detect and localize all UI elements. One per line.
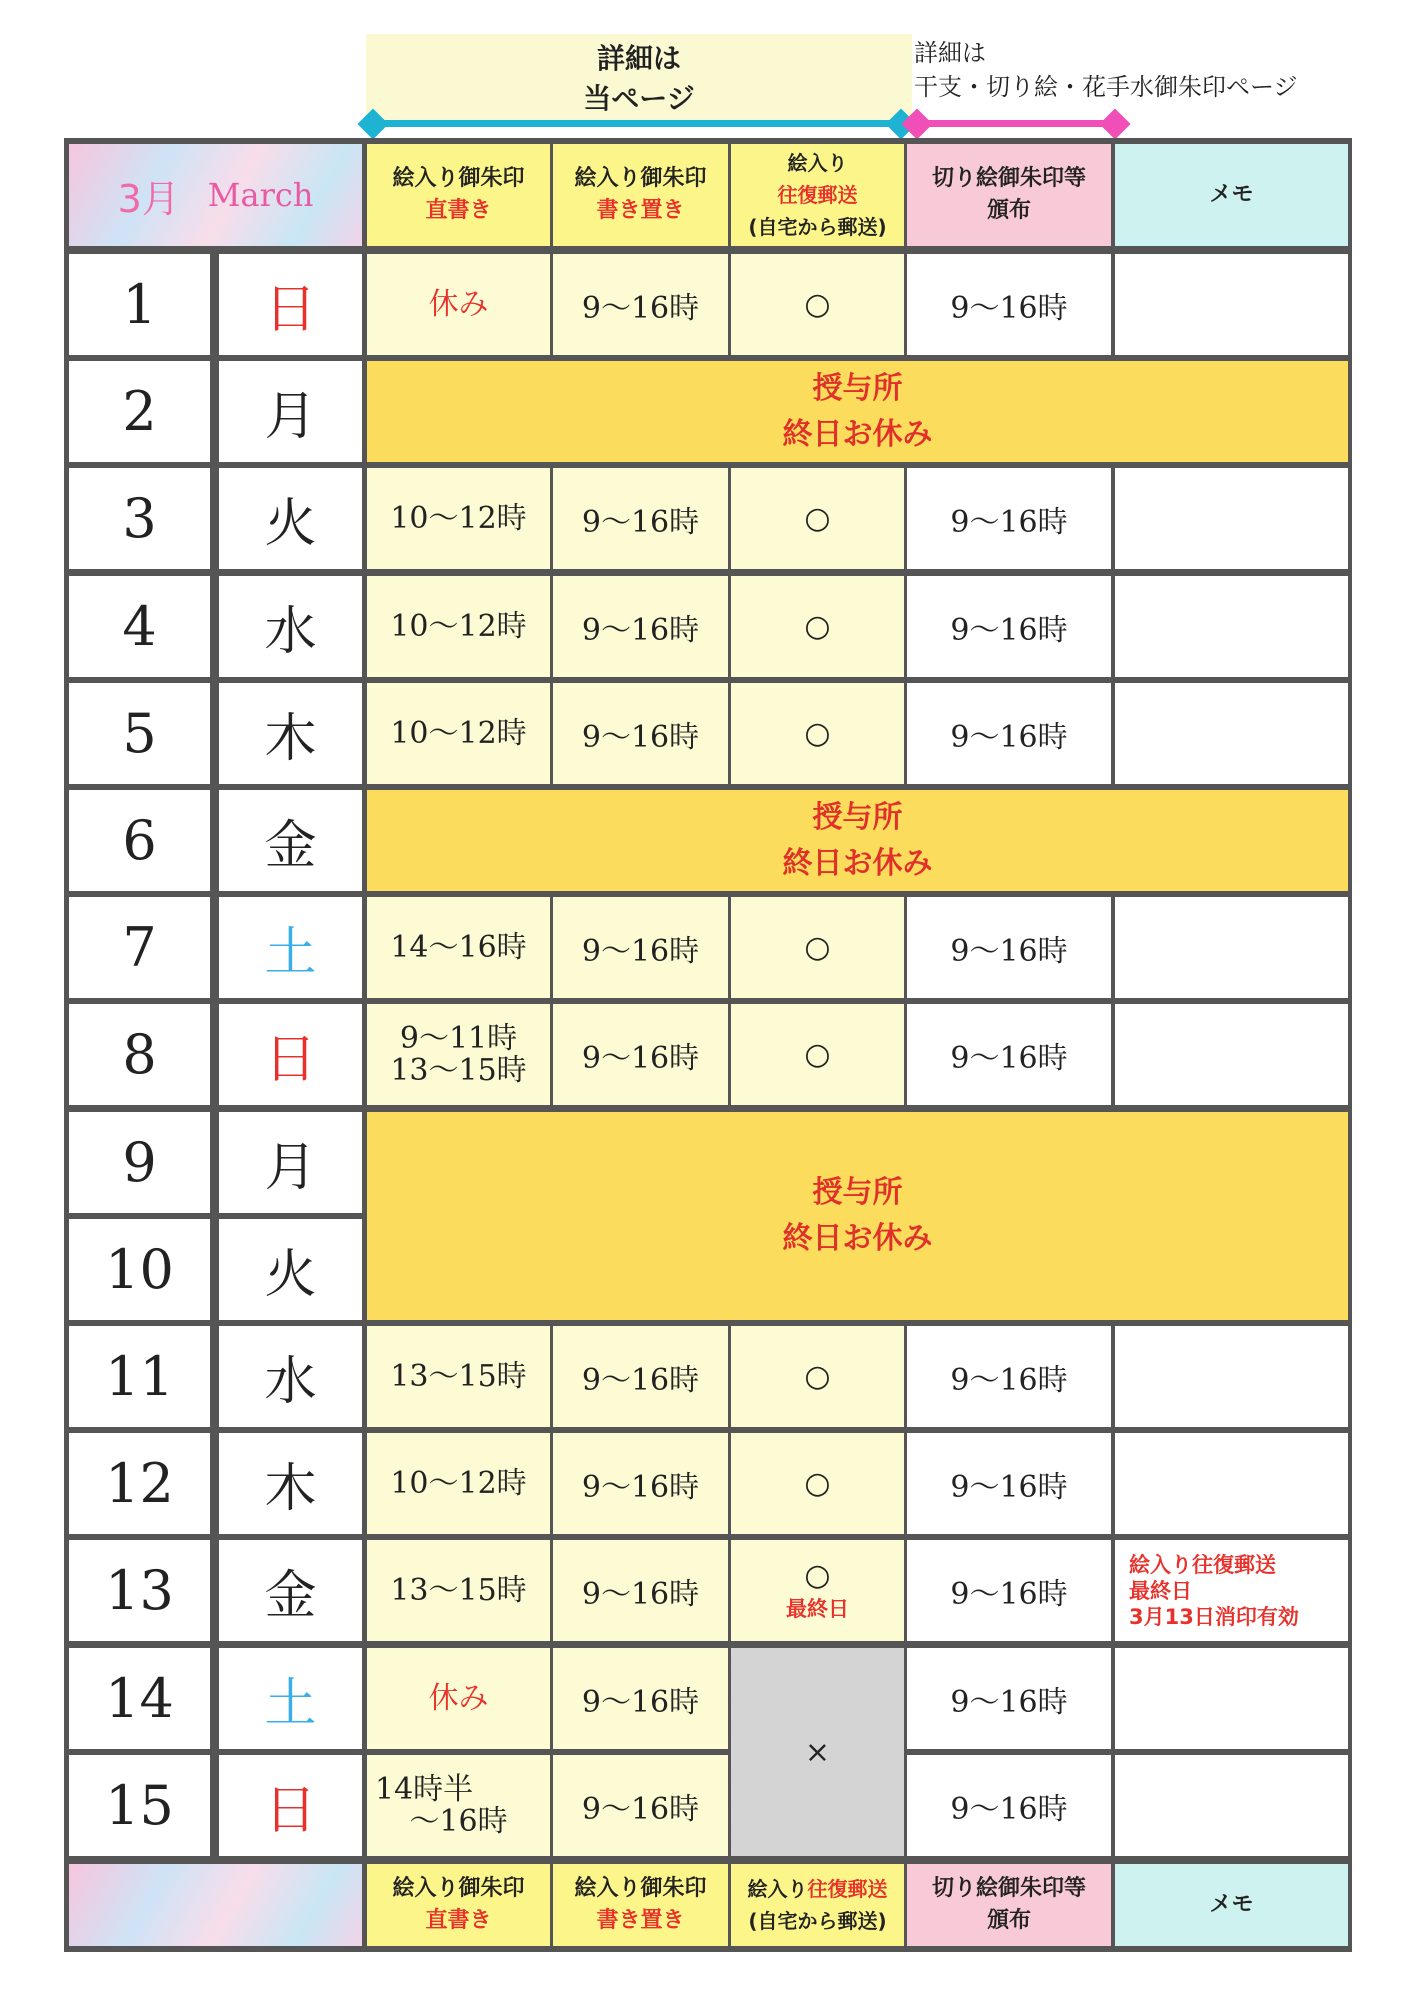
month-banner [69,144,362,246]
kirie-hours [907,1004,1111,1105]
closed-text: 授与所 [812,1175,903,1210]
this-page-range-bar [372,120,902,127]
memo [1115,254,1348,355]
weekday [219,1112,362,1213]
dashed-divider [1112,1648,1115,1749]
dashed-divider [904,1433,907,1534]
mark-text: ○ [804,501,831,536]
weekday [219,897,362,998]
dashed-divider [1112,683,1115,784]
note-line-2: 当ページ [583,82,695,115]
dashed-divider [1112,897,1115,998]
dashed-divider [728,144,731,246]
day-number [69,683,210,784]
weekday [219,1219,362,1320]
day-number [69,254,210,355]
day-number-text: 2 [122,380,157,443]
dashed-divider [1112,468,1115,569]
dashed-divider [1112,1326,1115,1427]
kirie-hours [907,1755,1111,1856]
weekday-text: 日 [264,280,317,340]
header-text: (自宅から郵送) [748,1909,887,1933]
closed-text: 授与所 [812,799,903,835]
hours-text: 9〜16時 [950,504,1068,540]
day-number-text: 8 [122,1023,157,1086]
day-number-text: 11 [105,1345,174,1408]
dashed-divider [550,1540,553,1641]
hours-text: 9〜16時 [950,1469,1068,1505]
header-text: 絵入り御朱印 [392,1876,525,1901]
dashed-divider [550,468,553,569]
hours-text: 9〜16時 [581,290,700,326]
memo-text: 最終日 [1129,1578,1192,1603]
dashed-divider [728,1326,731,1427]
office-closed-banner [367,361,1348,462]
day-number [69,897,210,998]
header-text: 絵入り [747,1877,808,1901]
weekday-text: 火 [264,494,317,554]
mark-text: ○ [804,716,831,751]
direct-writing-hours [367,683,550,784]
written-hours [553,1004,728,1105]
memo [1115,1326,1348,1427]
weekday-text: 木 [264,709,317,769]
hours-text: 10〜12時 [390,715,527,751]
dashed-divider [904,576,907,677]
memo-text: 絵入り往復郵送 [1129,1552,1276,1577]
hours-text: 9〜11時 [399,1020,518,1056]
hours-text: 9〜16時 [581,933,700,969]
hours-text: 9〜16時 [950,612,1068,648]
dashed-divider [550,1326,553,1427]
mark-text: ○ [804,1466,831,1501]
dashed-divider [728,1540,731,1641]
dashed-divider [904,1755,907,1856]
day-number-text: 14 [105,1667,174,1730]
hours-text: 〜16時 [409,1803,508,1839]
memo [1115,1004,1348,1105]
mail-availability [731,897,904,998]
header-text: 切り絵御朱印等 [931,1876,1086,1901]
dashed-divider [1112,1864,1115,1946]
weekday [219,1326,362,1427]
mail-availability [731,1433,904,1534]
dashed-divider [550,576,553,677]
dashed-divider [728,1433,731,1534]
column-header-direct [367,144,550,246]
mark-text: ○ [804,287,831,322]
weekday [219,1004,362,1105]
day-number-text: 4 [122,595,157,658]
column-header-memo [1115,1864,1348,1946]
header-text: 直書き [425,198,492,223]
hours-text: 10〜12時 [390,500,527,536]
weekday [219,468,362,569]
hours-text: 9〜16時 [950,719,1068,755]
range-end-marker [1099,108,1130,139]
mark-text: ○ [804,1037,831,1072]
dashed-divider [728,254,731,355]
mail-availability [731,683,904,784]
day-number [69,1112,210,1213]
weekday [219,1433,362,1534]
mark-text: ○ [804,1558,831,1593]
header-text: 切り絵御朱印等 [931,166,1086,191]
hours-text: 9〜16時 [581,1362,700,1398]
header-text [748,1873,888,1905]
weekday [219,361,362,462]
weekday-text: 土 [264,923,317,983]
kirie-hours [907,1540,1111,1641]
dashed-divider [728,1004,731,1105]
memo [1115,1648,1348,1749]
other-page-range-bar [918,120,1114,127]
day-number [69,468,210,569]
mark-text: ○ [804,930,831,965]
memo-text: 3月13日消印有効 [1129,1604,1299,1629]
day-number-text: 9 [122,1131,157,1194]
weekday-text: 日 [264,1030,317,1090]
month-label: 3月 [117,176,180,221]
hours-text: 9〜16時 [950,1362,1068,1398]
memo [1115,1755,1348,1856]
dashed-divider [550,144,553,246]
written-hours [553,1648,728,1749]
mark-text: ○ [804,1359,831,1394]
dashed-divider [904,683,907,784]
day-number [69,1648,210,1749]
hours-text: 10〜12時 [390,608,527,644]
dashed-divider [904,1004,907,1105]
direct-writing-hours [367,1004,550,1105]
column-header-kirie [907,1864,1111,1946]
hours-text: 休み [428,1680,489,1716]
hours-text: 9〜16時 [581,1791,700,1827]
direct-writing-hours [367,576,550,677]
column-header-memo [1115,144,1348,246]
direct-writing-hours [367,1648,550,1749]
note-line-1: 詳細は [914,39,986,67]
direct-writing-hours [367,468,550,569]
hours-text: 9〜16時 [950,1791,1068,1827]
hours-text: 13〜15時 [390,1572,527,1608]
day-number-text: 1 [122,273,157,336]
header-text: (自宅から郵送) [748,215,887,239]
month-banner [69,1864,362,1946]
hours-text: 9〜16時 [950,933,1068,969]
memo [1115,576,1348,677]
hours-text: 9〜16時 [581,504,700,540]
day-number [69,361,210,462]
weekday-text: 金 [264,816,317,876]
weekday-text: 土 [264,1674,317,1734]
dashed-divider [904,1540,907,1641]
day-number-text: 12 [105,1452,174,1515]
dashed-divider [904,897,907,998]
month-english: March [207,176,314,214]
kirie-hours [907,576,1111,677]
memo [1115,897,1348,998]
weekday-text: 金 [264,1566,317,1626]
direct-writing-hours [367,1326,550,1427]
dashed-divider [1112,1755,1115,1856]
closed-text: 終日お休み [782,1221,933,1256]
direct-writing-hours [367,897,550,998]
header-text: 絵入り御朱印 [574,1876,707,1901]
day-number [69,1755,210,1856]
hours-text: 13〜15時 [390,1358,527,1394]
mail-availability [731,468,904,569]
hours-text: 9〜16時 [950,1040,1068,1076]
written-hours [553,683,728,784]
header-text: 頒布 [986,1908,1031,1933]
kirie-hours [907,1326,1111,1427]
written-hours [553,1433,728,1534]
hours-text: 9〜16時 [581,612,700,648]
closed-text: 終日お休み [782,845,933,881]
mail-availability [731,254,904,355]
day-number [69,1433,210,1534]
dashed-divider [550,683,553,784]
dashed-divider [1112,1004,1115,1105]
weekday-text: 木 [264,1459,317,1519]
closed-text: 授与所 [812,370,903,406]
hours-text: 10〜12時 [390,1465,527,1501]
dashed-divider [904,254,907,355]
hours-text: 9〜16時 [581,1469,700,1505]
dashed-divider [904,1326,907,1427]
dashed-divider [550,1004,553,1105]
header-text: 絵入り御朱印 [574,166,707,191]
kirie-hours [907,468,1111,569]
column-header-direct [367,1864,550,1946]
direct-writing-hours [367,1540,550,1641]
dashed-divider [550,254,553,355]
mail-availability [731,1004,904,1105]
weekday-text: 月 [264,387,317,447]
written-hours [553,468,728,569]
day-number-text: 13 [105,1559,174,1622]
hours-text: 9〜16時 [950,1576,1068,1612]
hours-text: 9〜16時 [581,1684,700,1720]
hours-text: 14時半 [375,1771,474,1807]
dashed-divider [904,144,907,246]
dashed-divider [904,1648,907,1749]
header-text: 書き置き [596,1908,685,1933]
day-number [69,1004,210,1105]
office-closed-banner [367,1112,1348,1320]
header-text: メモ [1209,182,1254,207]
header-text: 絵入り [787,151,848,175]
hours-text: 9〜16時 [950,1684,1068,1720]
mail-availability [731,576,904,677]
dashed-divider [550,1864,553,1946]
header-text: 頒布 [986,198,1031,223]
details-other-page-note [914,36,1394,104]
memo [1115,683,1348,784]
hours-text: 9〜16時 [581,1040,700,1076]
weekday [219,683,362,784]
memo [1115,468,1348,569]
day-number [69,1540,210,1641]
weekday [219,1648,362,1749]
written-hours [553,1540,728,1641]
dashed-divider [904,1864,907,1946]
dashed-divider [728,1755,731,1856]
mail-availability [731,1540,904,1641]
written-hours [553,254,728,355]
header-text: 往復郵送 [777,183,858,207]
written-hours [553,1326,728,1427]
kirie-hours [907,1648,1111,1749]
day-number-text: 5 [122,702,157,765]
weekday [219,576,362,677]
dashed-divider [1112,576,1115,677]
kirie-hours [907,1433,1111,1534]
weekday-text: 水 [264,1352,317,1412]
dashed-divider [1112,1433,1115,1534]
weekday [219,1755,362,1856]
written-hours [553,897,728,998]
day-number-text: 10 [105,1238,174,1301]
hours-text: 13〜15時 [390,1052,527,1088]
hours-text: 14〜16時 [390,929,527,965]
weekday-text: 日 [264,1781,317,1841]
details-this-page-note [366,34,912,124]
dashed-divider [728,576,731,677]
dashed-divider [1112,1540,1115,1641]
kirie-hours [907,897,1111,998]
weekday-text: 火 [264,1245,317,1305]
mail-availability [731,1326,904,1427]
mark-text: ○ [804,609,831,644]
header-text: メモ [1209,1892,1254,1917]
direct-writing-hours [367,1755,550,1856]
header-text: 往復郵送 [807,1877,888,1901]
dashed-divider [728,683,731,784]
kirie-hours [907,683,1111,784]
column-header-mail [731,144,904,246]
written-hours [553,576,728,677]
closed-text: 終日お休み [782,416,933,452]
column-header-kirie [907,144,1111,246]
mail-unavailable [731,1648,904,1856]
weekday [219,1540,362,1641]
weekday [219,790,362,891]
dashed-divider [728,1864,731,1946]
weekday [219,254,362,355]
dashed-divider [550,1648,553,1749]
day-number-text: 3 [122,487,157,550]
header-text: 書き置き [596,198,685,223]
day-number-text: 15 [105,1774,174,1837]
weekday-text: 水 [264,602,317,662]
dashed-divider [550,897,553,998]
memo [1115,1433,1348,1534]
hours-text: 9〜16時 [581,719,700,755]
last-day-note: 最終日 [786,1597,849,1621]
day-number [69,1326,210,1427]
day-number [69,1219,210,1320]
column-header-written [553,144,728,246]
day-number-text: 7 [122,916,157,979]
dashed-divider [1112,144,1115,246]
direct-writing-hours [367,1433,550,1534]
hours-text: 休み [428,286,489,322]
dashed-divider [904,468,907,569]
dashed-divider [550,1433,553,1534]
kirie-hours [907,254,1111,355]
note-line-2: 干支・切り絵・花手水御朱印ページ [914,73,1298,101]
weekday-text: 月 [264,1138,317,1198]
dashed-divider [550,1755,553,1856]
column-header-mail [731,1864,904,1946]
direct-writing-hours [367,254,550,355]
schedule-table [64,138,1352,1952]
dashed-divider [728,897,731,998]
hours-text: 9〜16時 [950,290,1068,326]
hours-text: 9〜16時 [581,1576,700,1612]
dashed-divider [728,468,731,569]
note-line-1: 詳細は [596,42,681,75]
memo [1115,1540,1348,1641]
day-number-text: 6 [122,809,157,872]
written-hours [553,1755,728,1856]
mark-text: × [804,1734,831,1770]
header-text: 絵入り御朱印 [392,166,525,191]
header-text: 直書き [425,1908,492,1933]
column-header-written [553,1864,728,1946]
dashed-divider [1112,254,1115,355]
day-number [69,576,210,677]
office-closed-banner [367,790,1348,891]
day-number [69,790,210,891]
dashed-divider [728,1648,731,1749]
